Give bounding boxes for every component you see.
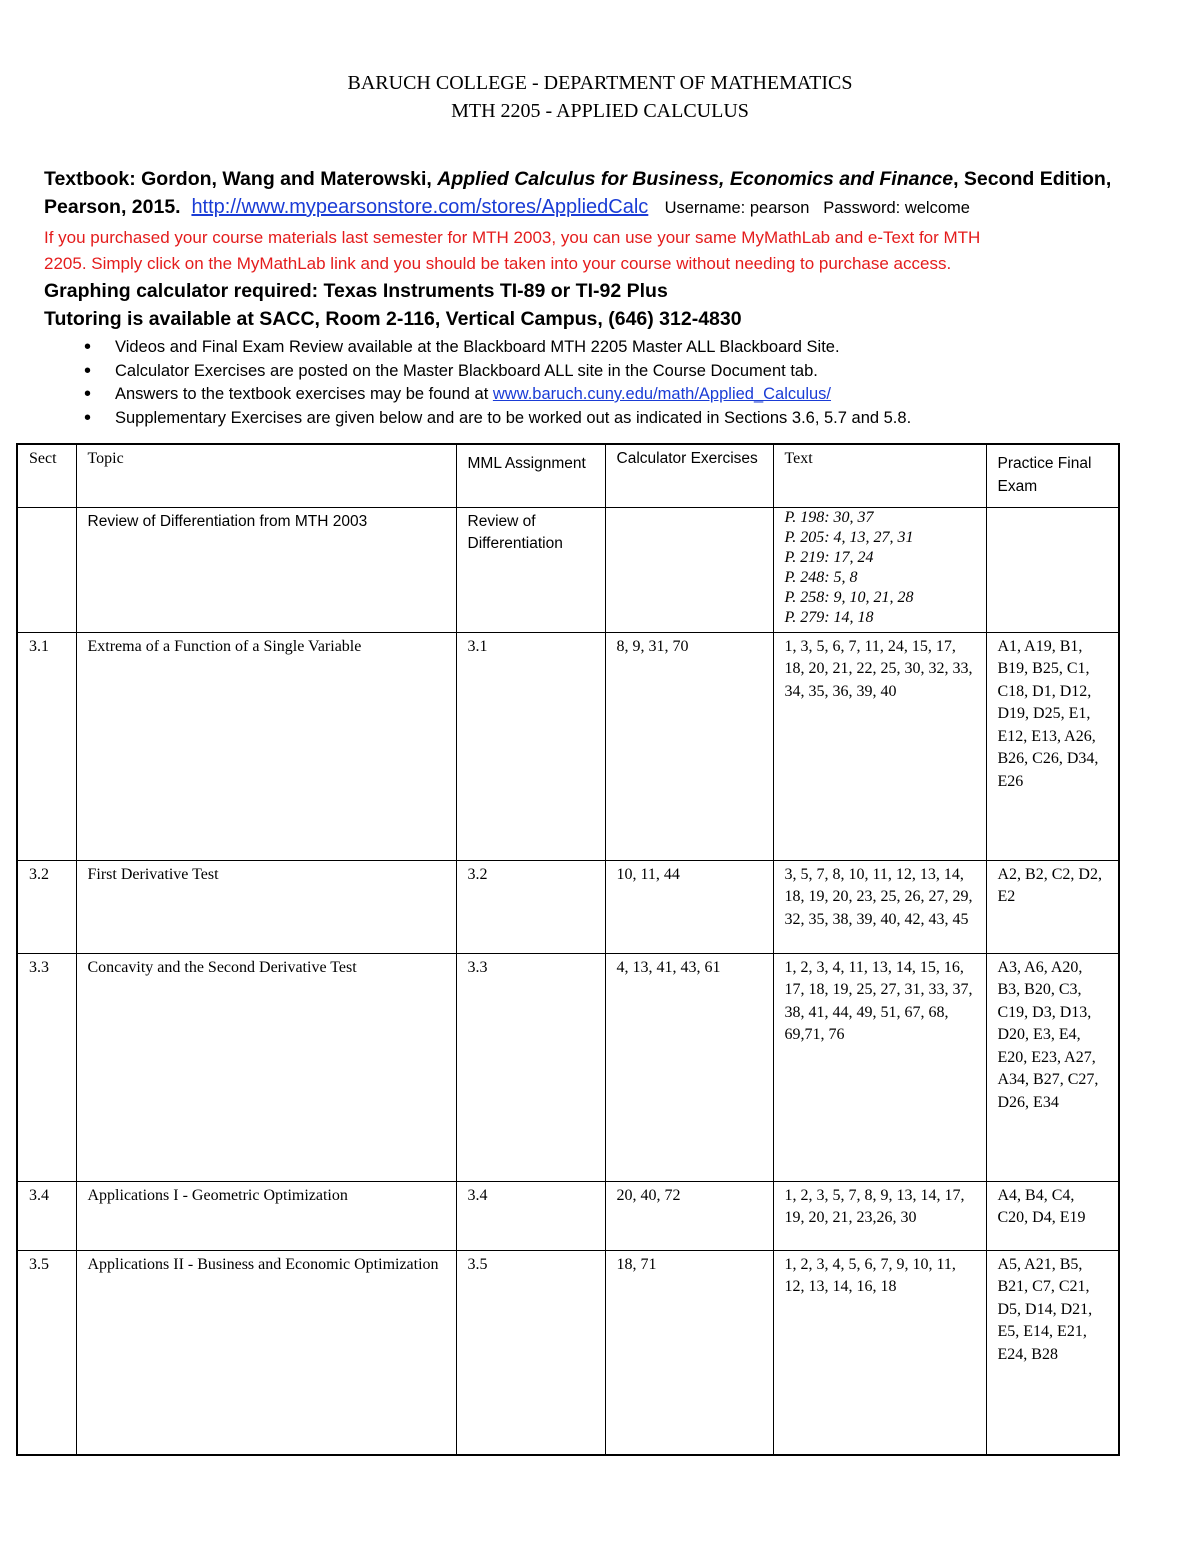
- table-row: [17, 860, 1119, 953]
- cell-mml: 3.4: [456, 1181, 605, 1250]
- answers-link[interactable]: www.baruch.cuny.edu/math/Applied_Calculus/: [492, 385, 832, 403]
- textbook-prefix: Textbook: Gordon, Wang and Materowski,: [44, 168, 438, 190]
- header-topic: Topic: [76, 444, 456, 507]
- text-reference: P. 219: 17, 24: [784, 548, 874, 566]
- header-mml: MML Assignment: [456, 444, 605, 507]
- course-title: MTH 2205 - APPLIED CALCULUS: [451, 100, 749, 122]
- cell-final-exam: A2, B2, C2, D2, E2: [986, 860, 1119, 953]
- cell-final-exam: A4, B4, C4, C20, D4, E19: [986, 1181, 1119, 1250]
- header-sect: Sect: [17, 444, 76, 507]
- cell-sect: 3.5: [17, 1250, 76, 1455]
- cell-text: 3, 5, 7, 8, 10, 11, 12, 13, 14, 18, 19, 20, 23, 25, 26, 27, 29, 32, 35, 38, 39, 40, 42, 43, 45: [773, 860, 986, 953]
- text-reference: P. 279: 14, 18: [784, 608, 874, 626]
- calculator-requirement: Graphing calculator required: Texas Instruments TI-89 or TI-92 Plus: [44, 280, 668, 302]
- cell-topic: First Derivative Test: [76, 860, 456, 953]
- cell-sect: [17, 507, 76, 632]
- cell-mml: Review of Differentiation: [456, 507, 605, 632]
- notice-line-2: 2205. Simply click on the MyMathLab link and you should be taken into your course without needing to purchase access.: [44, 254, 952, 273]
- cell-calculator: 20, 40, 72: [605, 1181, 773, 1250]
- table-row: [17, 953, 1119, 1181]
- store-credentials: Username: pearson Password: welcome: [664, 199, 970, 217]
- cell-topic: Review of Differentiation from MTH 2003: [76, 507, 456, 632]
- table-header-row: [17, 444, 1119, 507]
- cell-topic: Applications I - Geometric Optimization: [76, 1181, 456, 1250]
- list-item: [80, 383, 911, 407]
- cell-final-exam: [986, 507, 1119, 632]
- info-bullets: [80, 336, 911, 430]
- tutoring-info: Tutoring is available at SACC, Room 2-116, Vertical Campus, (646) 312-4830: [44, 308, 742, 330]
- cell-calculator: 18, 71: [605, 1250, 773, 1455]
- cell-topic: Extrema of a Function of a Single Variable: [76, 632, 456, 860]
- cell-text: [773, 507, 986, 632]
- cell-sect: 3.2: [17, 860, 76, 953]
- course-schedule-table: [16, 443, 1120, 1456]
- text-reference: P. 258: 9, 10, 21, 28: [784, 588, 914, 606]
- textbook-edition: , Second Edition,: [953, 168, 1112, 190]
- cell-mml: 3.3: [456, 953, 605, 1181]
- text-reference: P. 205: 4, 13, 27, 31: [784, 528, 914, 546]
- cell-topic: Applications II - Business and Economic Optimization: [76, 1250, 456, 1455]
- cell-sect: 3.3: [17, 953, 76, 1181]
- list-item: • Supplementary Exercises are given below and are to be worked out as indicated in Sections 3.6, 5.7 and 5.8.: [80, 407, 911, 431]
- answers-text: Answers to the textbook exercises may be found at: [115, 385, 493, 403]
- cell-calculator: [605, 507, 773, 632]
- department-title: BARUCH COLLEGE - DEPARTMENT OF MATHEMATICS: [347, 72, 853, 94]
- publisher-line: [44, 196, 1174, 219]
- cell-final-exam: A5, A21, B5, B21, C7, C21, D5, D14, D21, E5, E14, E21, E24, B28: [986, 1250, 1119, 1455]
- notice-line-1: If you purchased your course materials last semester for MTH 2003, you can use your same MyMathLab and e-Text for MTH: [44, 228, 981, 247]
- cell-sect: 3.4: [17, 1181, 76, 1250]
- table-row: [17, 507, 1119, 632]
- textbook-publisher: Pearson, 2015.: [44, 196, 181, 218]
- cell-final-exam: A3, A6, A20, B3, B20, C3, C19, D3, D13, D20, E3, E4, E20, E23, A27, A34, B27, C27, D26, E34: [986, 953, 1119, 1181]
- header-final-exam: Practice Final Exam: [986, 444, 1119, 507]
- cell-sect: 3.1: [17, 632, 76, 860]
- list-item: • Calculator Exercises are posted on the Master Blackboard ALL site in the Course Document tab.: [80, 360, 911, 384]
- cell-topic: Concavity and the Second Derivative Test: [76, 953, 456, 1181]
- textbook-line: [44, 168, 1174, 191]
- cell-mml: 3.5: [456, 1250, 605, 1455]
- text-reference: P. 248: 5, 8: [784, 568, 858, 586]
- cell-calculator: 10, 11, 44: [605, 860, 773, 953]
- table-row: [17, 1250, 1119, 1455]
- table-row: [17, 1181, 1119, 1250]
- table-row: [17, 632, 1119, 860]
- textbook-title: Applied Calculus for Business, Economics and Finance: [437, 168, 954, 190]
- cell-mml: 3.1: [456, 632, 605, 860]
- header-text: Text: [773, 444, 986, 507]
- cell-calculator: 4, 13, 41, 43, 61: [605, 953, 773, 1181]
- pearson-store-link[interactable]: http://www.mypearsonstore.com/stores/AppliedCalc: [191, 196, 649, 218]
- list-item: • Videos and Final Exam Review available at the Blackboard MTH 2205 Master ALL Blackboard Site.: [80, 336, 911, 360]
- cell-mml: 3.2: [456, 860, 605, 953]
- header-calculator: Calculator Exercises: [605, 444, 773, 507]
- cell-text: 1, 2, 3, 4, 11, 13, 14, 15, 16, 17, 18, 19, 25, 27, 31, 33, 37, 38, 41, 44, 49, 51, 67, 68, 69,71, 76: [773, 953, 986, 1181]
- cell-calculator: 8, 9, 31, 70: [605, 632, 773, 860]
- cell-final-exam: A1, A19, B1, B19, B25, C1, C18, D1, D12, D19, D25, E1, E12, E13, A26, B26, C26, D34, E26: [986, 632, 1119, 860]
- cell-text: 1, 3, 5, 6, 7, 11, 24, 15, 17, 18, 20, 21, 22, 25, 30, 32, 33, 34, 35, 36, 39, 40: [773, 632, 986, 860]
- text-reference: P. 198: 30, 37: [784, 508, 874, 526]
- cell-text: 1, 2, 3, 4, 5, 6, 7, 9, 10, 11, 12, 13, 14, 16, 18: [773, 1250, 986, 1455]
- cell-text: 1, 2, 3, 5, 7, 8, 9, 13, 14, 17, 19, 20, 21, 23,26, 30: [773, 1181, 986, 1250]
